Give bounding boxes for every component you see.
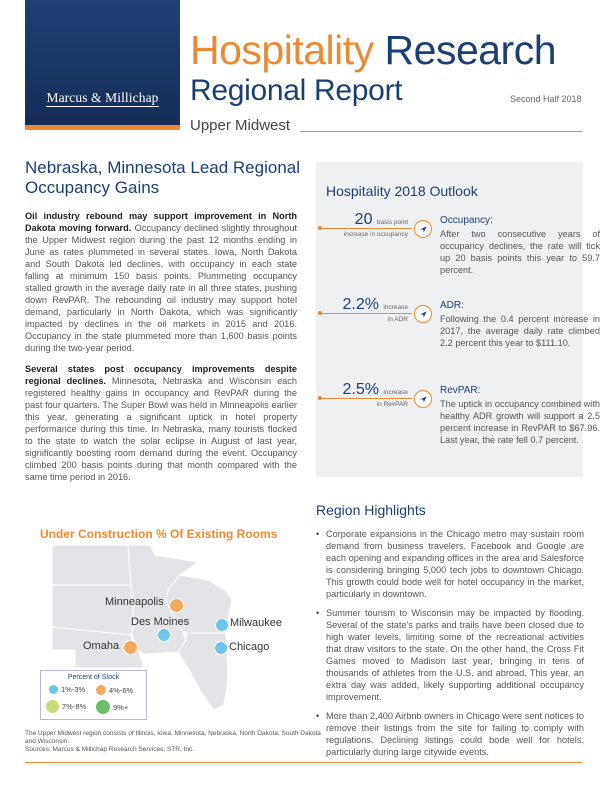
brand-name: Marcus & Millichap — [46, 90, 159, 105]
metric-number: 20 — [354, 211, 373, 228]
outlook-metric-revpar — [320, 381, 416, 414]
city-label-minneapolis: Minneapolis — [105, 596, 164, 608]
edition-label: Second Half 2018 — [510, 94, 582, 104]
brand-accent-strip — [25, 125, 180, 130]
city-dot-chicago — [214, 641, 228, 655]
metric-suffix: increase — [383, 304, 408, 311]
legend-dot-blue — [49, 685, 58, 694]
metric-number: 2.5% — [342, 381, 379, 398]
report-subtitle: Regional Report — [190, 74, 403, 107]
legend-label: 1%-3% — [61, 685, 86, 694]
sources-note: Sources: Marcus & Millichap Research Services; STR, Inc. — [25, 746, 195, 753]
legend-item — [49, 685, 85, 694]
lead-article-title: Nebraska, Minnesota Lead Regional Occupancy Gains — [25, 158, 301, 197]
highlight-text: Corporate expansions in the Chicago metro may sustain room demand from business travelers. Facebook and Google are each opening and expanding offices in the area and Salesforce is considering bringing 5,000 tech jobs to downtown Chicago. This growth could bode well for hotel occupancy in the market, particularly in downtown. — [326, 529, 584, 599]
title-part-research: Research — [384, 27, 557, 73]
arrow-icon — [414, 220, 432, 238]
legend-dot-orange — [96, 685, 106, 695]
outlook-title: Hospitality 2018 Outlook — [326, 183, 478, 199]
region-name: Upper Midwest — [190, 117, 291, 134]
outlook-heading-adr: ADR: — [440, 300, 464, 311]
metric-value — [343, 381, 409, 399]
metric-value — [355, 211, 408, 229]
header-divider — [300, 131, 582, 132]
highlight-item — [316, 607, 584, 703]
city-label-chicago: Chicago — [229, 641, 270, 653]
legend-item — [96, 685, 133, 695]
paragraph-lead-in: Several states post occupancy improvements despite regional declines. — [25, 364, 297, 386]
metric-number: 2.2% — [342, 296, 379, 313]
map-title: Under Construction % Of Existing Rooms — [40, 527, 278, 541]
city-dot-milwaukee — [215, 618, 229, 632]
bullet-icon: • — [316, 711, 320, 721]
outlook-metric-adr — [320, 296, 416, 329]
outlook-metric-occupancy — [320, 211, 416, 244]
city-label-des-moines: Des Moines — [131, 616, 190, 628]
bullet-icon: • — [316, 529, 320, 539]
metric-caption: in RevPAR — [376, 401, 408, 408]
lead-paragraph — [25, 210, 297, 354]
legend-label: 9%+ — [113, 702, 129, 712]
metric-suffix: increase — [383, 389, 408, 396]
city-dot-minneapolis — [169, 598, 184, 613]
outlook-text-revpar: The uptick in occupancy combined with healthy ADR growth will support a 2.5 percent increase in RevPAR to $67.96. Last year, the rate fell 0.7 percent. — [440, 399, 600, 445]
legend-item — [96, 700, 128, 714]
state-north-dakota — [52, 545, 131, 585]
arrow-icon — [414, 305, 432, 323]
footer-divider — [25, 762, 582, 763]
paragraph-body: Minnesota, Nebraska and Wisconsin each registered healthy gains in occupancy and RevPAR during the past four quarters. The Super Bowl was held in Minneapolis earlier this year, generating a significant uptick in hotel property performance during this time. In Nebraska, many tourists flocked to the state to watch the solar eclipse in August of last year, significantly boosting room demand during the event. Occupancy climbed 200 basis points during that month compared with the same time period in 2016. — [25, 376, 297, 482]
metric-value — [343, 296, 409, 314]
metric-suffix: basis point — [376, 219, 408, 226]
paragraph-lead-in: Oil industry rebound may support improvement in North Dakota moving forward. — [25, 211, 297, 233]
highlight-item — [316, 710, 584, 758]
legend-label: 7%-8% — [62, 702, 87, 711]
outlook-heading-occupancy: Occupancy: — [440, 215, 493, 226]
paragraph-body: Occupancy declined slightly throughout the Upper Midwest region during the past 12 months ending in June as rates plummeted in several states. Iowa, North Dakota and South Dakota led declines, with occupancy in each state falling at minimum 150 basis points. Plummeting occupancy stalled growth in the average daily rate in all three states, pushing down RevPAR. The rebounding oil industry may support hotel demand, particularly in North Dakota, which was significantly impacted by declines in the oil markets in 2015 and 2016. Occupancy in the state plummeted more than 1,600 basis points during the two-year period. — [25, 223, 297, 353]
region-highlights-title: Region Highlights — [316, 502, 426, 518]
bullet-icon: • — [316, 608, 320, 618]
brand-logo — [25, 90, 180, 106]
map-legend — [40, 670, 147, 720]
legend-dot-yellowgreen — [46, 700, 59, 713]
highlight-item — [316, 528, 584, 600]
arrow-icon — [414, 390, 432, 408]
highlight-text: More than 2,400 Airbnb owners in Chicago were sent notices to remove their listings from the site for failing to comply with regulations. Declining listings could bode well for hotels, particularly during large citywide events. — [326, 711, 584, 757]
title-part-hospitality: Hospitality — [190, 27, 374, 73]
legend-label: 4%-6% — [109, 685, 134, 695]
legend-dot-green — [96, 700, 110, 714]
legend-item — [46, 700, 86, 713]
city-dot-des-moines — [157, 628, 171, 642]
region-note: The Upper Midwest region consists of Illinois, Iowa, Minnesota, Nebraska, North Dakota, South Dakota and Wisconsin. — [25, 730, 321, 745]
outlook-text-occupancy: After two consecutive years of occupancy declines, the rate will tick up 20 basis points this year to 59.7 percent. — [440, 229, 600, 275]
city-dot-omaha — [123, 640, 138, 655]
footnote — [25, 730, 325, 754]
region-highlights-list — [316, 528, 584, 765]
report-title — [190, 28, 556, 72]
state-south-dakota — [52, 585, 134, 635]
lead-paragraph — [25, 363, 297, 483]
metric-caption: increase in occupancy — [343, 231, 408, 238]
highlight-text: Summer tourism to Wisconsin may be impacted by flooding. Several of the state's parks and trails have been closed due to high water levels, limiting some of the recreational activities that draw visitors to the state. On the other hand, the Cross Fit Games moved to Madison last year, bringing in tens of thousands of athletes from the U.S. and abroad. This year, an extra day was added, likely supporting additional occupancy improvement. — [326, 608, 584, 702]
city-label-milwaukee: Milwaukee — [230, 617, 282, 629]
legend-title: Percent of Stock — [67, 674, 120, 681]
outlook-text-adr: Following the 0.4 percent increase in 2017, the average daily rate climbed 2.2 percent this year to $111.10. — [440, 314, 600, 348]
outlook-heading-revpar: RevPAR: — [440, 385, 481, 396]
metric-caption: in ADR — [387, 316, 408, 323]
city-label-omaha: Omaha — [83, 640, 120, 652]
